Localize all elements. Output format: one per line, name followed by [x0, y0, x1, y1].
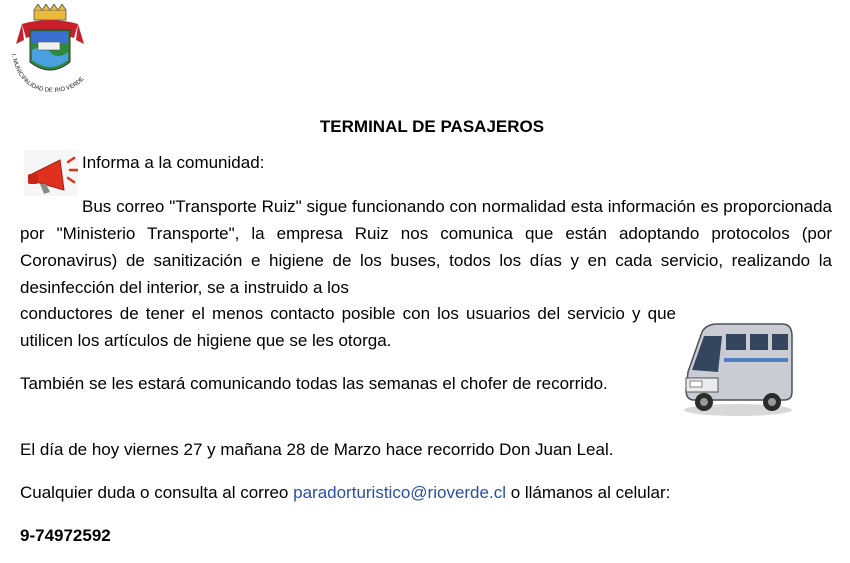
body-paragraph-3: El día de hoy viernes 27 y mañana 28 de Marzo hace recorrido Don Juan Leal.: [20, 440, 614, 459]
contact-prefix: Cualquier duda o consulta al correo: [20, 483, 294, 502]
municipal-crest-logo: [8, 4, 90, 96]
van-icon: [678, 318, 798, 418]
intro-text: Informa a la comunidad:: [82, 153, 265, 172]
phone-number: 9-74972592: [20, 526, 111, 545]
email-link[interactable]: paradorturistico@rioverde.cl: [293, 483, 506, 502]
paragraph-1-text: Bus correo "Transporte Ruiz" sigue funcionando con normalidad esta información es proporcionada por "Ministerio Transporte", la empresa Ruiz nos comunica que están adoptando protocolos (por Coronavirus) de sanitización e higiene de los buses, todos los días y en cada servicio, realizando la desinfección del interior, se a instruido a los: [20, 197, 832, 297]
body-paragraph-1-continued: conductores de tener el menos contacto posible con los usuarios del servicio y que utilicen los artículos de higiene que se les otorga.: [20, 304, 676, 350]
page-title: TERMINAL DE PASAJEROS: [319, 117, 545, 136]
logo-caption: I. MUNICIPALIDAD DE RIO VERDE: [10, 53, 86, 95]
body-paragraph-1: [20, 193, 832, 301]
body-paragraph-4: [20, 479, 832, 506]
megaphone-icon: [24, 150, 78, 196]
contact-suffix: o llámanos al celular:: [505, 483, 671, 502]
body-paragraph-2: También se les estará comunicando todas las semanas el chofer de recorrido.: [20, 374, 608, 393]
